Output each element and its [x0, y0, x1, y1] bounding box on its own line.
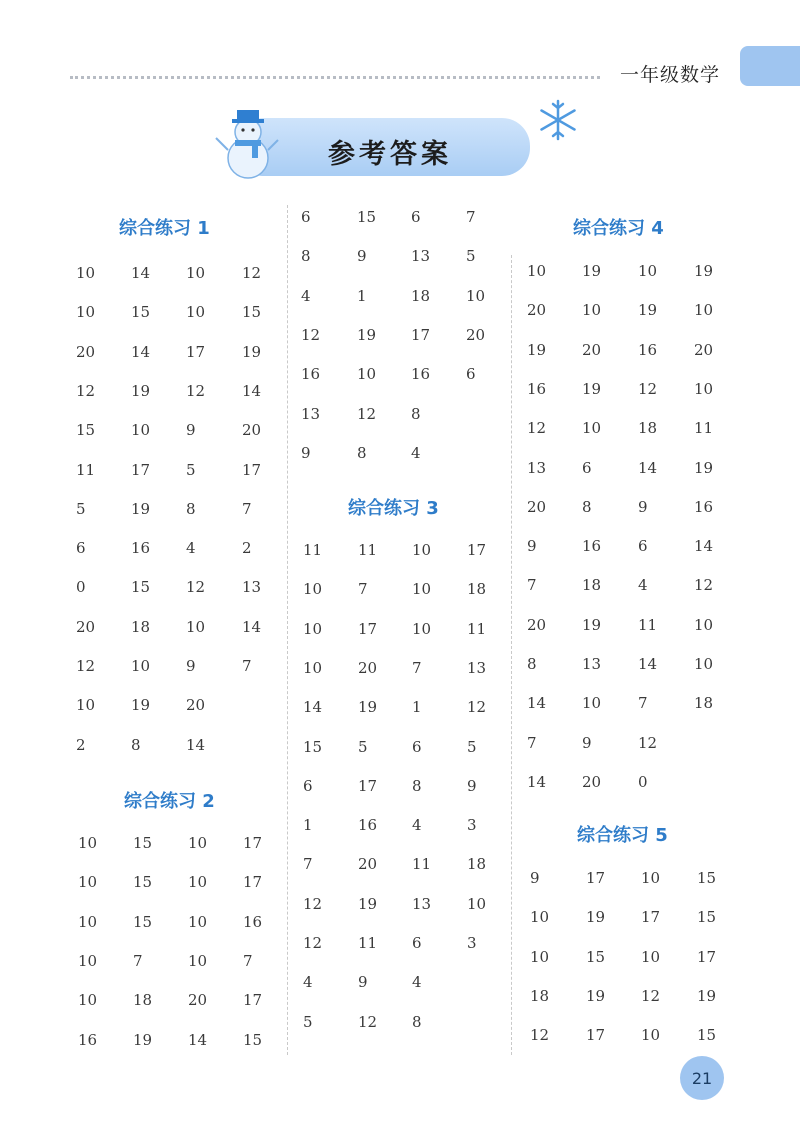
answer-number: 7 [243, 951, 253, 970]
answer-number: 6 [76, 539, 86, 558]
answer-number: 17 [641, 908, 661, 927]
answer-number: 14 [186, 735, 206, 754]
answer-number: 20 [76, 342, 96, 361]
answer-number: 7 [527, 576, 537, 595]
answer-number: 15 [133, 873, 153, 892]
answer-number: 17 [358, 776, 378, 795]
answer-number: 10 [186, 617, 206, 636]
column-divider-1 [287, 205, 288, 1055]
answer-number: 19 [694, 458, 714, 477]
answer-number: 12 [76, 381, 96, 400]
answer-number: 9 [301, 443, 311, 462]
answer-number: 12 [303, 894, 323, 913]
answer-number: 6 [412, 934, 422, 952]
answer-number: 7 [412, 658, 422, 677]
answer-number: 18 [694, 694, 714, 713]
answer-number: 8 [411, 404, 421, 423]
answer-number: 11 [412, 855, 432, 874]
answer-number: 10 [582, 694, 602, 713]
answer-number: 7 [303, 855, 313, 874]
answer-number: 15 [697, 1026, 717, 1045]
answer-number: 20 [358, 855, 378, 874]
answer-number: 12 [527, 419, 547, 438]
answer-number: 10 [78, 951, 98, 970]
answer-number: 5 [466, 247, 476, 266]
answer-number: 10 [694, 655, 714, 673]
answer-number: 14 [242, 617, 262, 636]
header-dotted-rule [70, 76, 600, 79]
answer-number: 14 [638, 655, 658, 673]
answer-number: 11 [303, 541, 323, 559]
answer-number: 15 [586, 947, 606, 966]
answer-number: 18 [411, 286, 431, 305]
answer-number: 12 [357, 404, 377, 423]
answer-number: 12 [641, 986, 661, 1005]
answer-number: 4 [412, 973, 422, 992]
answer-number: 15 [303, 737, 323, 756]
answer-number: 11 [694, 419, 714, 438]
answer-number: 19 [638, 301, 658, 320]
answer-number: 14 [694, 537, 714, 556]
answer-number: 19 [582, 615, 602, 634]
answer-number: 10 [76, 696, 96, 715]
answer-number: 4 [638, 576, 648, 595]
answer-number: 19 [586, 986, 606, 1005]
answer-number: 11 [638, 615, 658, 634]
answer-number: 20 [76, 617, 96, 636]
answer-number: 14 [131, 342, 151, 361]
answer-number: 10 [76, 264, 96, 282]
answer-number: 11 [76, 460, 96, 479]
answer-number: 10 [638, 262, 658, 280]
answer-number: 16 [582, 537, 602, 556]
answer-number: 12 [76, 657, 96, 675]
answer-number: 10 [641, 1026, 661, 1045]
answer-number: 7 [638, 694, 648, 713]
snowflake-icon [536, 98, 580, 142]
answer-number: 20 [186, 696, 206, 715]
answer-number: 9 [186, 421, 196, 440]
answer-number: 20 [527, 497, 547, 516]
answer-number: 2 [242, 539, 252, 558]
answer-number: 10 [303, 658, 323, 677]
answer-number: 16 [301, 365, 321, 384]
answer-number: 8 [186, 499, 196, 518]
answer-number: 6 [303, 776, 313, 795]
answer-number: 10 [466, 286, 486, 305]
answer-number: 20 [358, 658, 378, 677]
answer-number: 12 [242, 264, 262, 282]
answer-number: 11 [358, 934, 378, 952]
answer-number: 0 [76, 578, 86, 597]
answer-number: 5 [303, 1012, 313, 1031]
page-number: 21 [680, 1056, 724, 1100]
answer-number: 6 [411, 208, 421, 226]
answer-number: 4 [411, 443, 421, 462]
answer-number: 18 [467, 580, 487, 599]
answer-number: 13 [527, 458, 547, 477]
answer-number: 10 [582, 301, 602, 320]
answer-number: 20 [242, 421, 262, 440]
answer-number: 8 [301, 247, 311, 266]
answer-number: 7 [466, 208, 476, 226]
answer-number: 5 [358, 737, 368, 756]
snowman-icon [212, 100, 282, 180]
answer-number: 18 [638, 419, 658, 438]
answer-number: 9 [358, 973, 368, 992]
answer-number: 17 [467, 541, 487, 559]
answer-number: 15 [76, 421, 96, 440]
answer-number: 20 [694, 340, 714, 359]
answer-number: 1 [357, 286, 367, 305]
answer-number: 10 [188, 912, 208, 931]
answer-number: 13 [412, 894, 432, 913]
answer-number: 10 [582, 419, 602, 438]
answer-number: 10 [412, 580, 432, 599]
answer-number: 15 [133, 912, 153, 931]
answer-number: 16 [527, 379, 547, 398]
answer-number: 6 [466, 365, 476, 384]
answer-number: 4 [301, 286, 311, 305]
answer-number: 3 [467, 934, 477, 952]
answer-number: 14 [527, 772, 547, 791]
answer-number: 19 [527, 340, 547, 359]
answer-number: 10 [694, 615, 714, 634]
answer-number: 1 [412, 698, 422, 717]
answer-number: 17 [131, 460, 151, 479]
answer-number: 10 [412, 541, 432, 559]
answer-number: 7 [358, 580, 368, 599]
answer-number: 14 [131, 264, 151, 282]
answer-number: 10 [188, 873, 208, 892]
answer-number: 10 [467, 894, 487, 913]
answer-number: 18 [131, 617, 151, 636]
answer-number: 16 [694, 497, 714, 516]
answer-number: 10 [694, 379, 714, 398]
answer-number: 19 [582, 262, 602, 280]
answer-number: 20 [527, 615, 547, 634]
answer-number: 15 [243, 1030, 263, 1049]
answer-number: 16 [638, 340, 658, 359]
answer-number: 17 [243, 991, 263, 1010]
header-tab [740, 46, 800, 86]
answer-number: 10 [78, 912, 98, 931]
answer-number: 19 [133, 1030, 153, 1049]
answer-number: 13 [582, 655, 602, 673]
book-label: 一年级数学 [620, 64, 721, 86]
answer-number: 19 [697, 986, 717, 1005]
answer-number: 10 [641, 869, 661, 887]
section-title: 综合练习 3 [348, 498, 439, 519]
answer-number: 9 [357, 247, 367, 266]
answer-number: 12 [358, 1012, 378, 1031]
answer-number: 16 [411, 365, 431, 384]
answer-number: 12 [638, 379, 658, 398]
answer-number: 15 [357, 208, 377, 226]
section-title: 综合练习 1 [119, 218, 210, 239]
answer-number: 16 [131, 539, 151, 558]
answer-number: 14 [242, 381, 262, 400]
answer-number: 17 [186, 342, 206, 361]
answer-number: 19 [242, 342, 262, 361]
answer-number: 12 [467, 698, 487, 717]
answer-number: 5 [467, 737, 477, 756]
answer-number: 12 [186, 578, 206, 597]
answer-number: 20 [582, 772, 602, 791]
answer-number: 1 [303, 816, 313, 835]
answer-number: 13 [301, 404, 321, 423]
answer-number: 12 [303, 934, 323, 952]
answer-number: 9 [467, 776, 477, 795]
answer-number: 15 [133, 834, 153, 852]
answer-number: 8 [412, 1012, 422, 1031]
answer-number: 17 [586, 1026, 606, 1045]
answer-number: 10 [694, 301, 714, 320]
answer-number: 14 [527, 694, 547, 713]
answer-number: 17 [358, 619, 378, 638]
answer-number: 10 [186, 264, 206, 282]
answer-number: 19 [131, 499, 151, 518]
answer-number: 20 [527, 301, 547, 320]
answer-number: 10 [76, 303, 96, 322]
answer-number: 10 [303, 580, 323, 599]
answer-number: 9 [527, 537, 537, 556]
answer-number: 10 [131, 421, 151, 440]
answer-number: 11 [358, 541, 378, 559]
answer-number: 15 [697, 869, 717, 887]
answer-number: 6 [582, 458, 592, 477]
answer-number: 16 [243, 912, 263, 931]
answer-number: 8 [582, 497, 592, 516]
answer-number: 17 [586, 869, 606, 887]
answer-number: 12 [301, 325, 321, 344]
answer-number: 0 [638, 772, 648, 791]
answer-number: 5 [76, 499, 86, 518]
answer-number: 4 [186, 539, 196, 558]
answer-number: 10 [78, 834, 98, 852]
answer-number: 15 [697, 908, 717, 927]
answer-number: 13 [411, 247, 431, 266]
answer-number: 2 [76, 735, 86, 754]
answer-number: 7 [527, 733, 537, 752]
answer-number: 7 [242, 499, 252, 518]
answer-number: 10 [186, 303, 206, 322]
answer-number: 20 [188, 991, 208, 1010]
answer-number: 6 [412, 737, 422, 756]
answer-number: 19 [694, 262, 714, 280]
answer-number: 10 [530, 947, 550, 966]
answer-number: 5 [186, 460, 196, 479]
answer-number: 18 [133, 991, 153, 1010]
answer-number: 10 [412, 619, 432, 638]
answer-number: 8 [412, 776, 422, 795]
answer-number: 19 [358, 698, 378, 717]
answer-number: 10 [527, 262, 547, 280]
section-title: 综合练习 5 [577, 825, 668, 846]
answer-number: 19 [131, 381, 151, 400]
answer-number: 18 [530, 986, 550, 1005]
answer-number: 10 [78, 991, 98, 1010]
answer-number: 14 [303, 698, 323, 717]
answer-number: 15 [131, 303, 151, 322]
answer-number: 12 [186, 381, 206, 400]
answer-number: 13 [242, 578, 262, 597]
answer-number: 10 [131, 657, 151, 675]
answer-number: 9 [582, 733, 592, 752]
answer-number: 7 [242, 657, 252, 675]
answer-number: 10 [78, 873, 98, 892]
answer-number: 10 [357, 365, 377, 384]
answer-number: 4 [303, 973, 313, 992]
answer-number: 17 [243, 873, 263, 892]
answer-number: 6 [301, 208, 311, 226]
answer-number: 8 [131, 735, 141, 754]
answer-number: 6 [638, 537, 648, 556]
answer-number: 10 [188, 834, 208, 852]
answer-number: 19 [586, 908, 606, 927]
section-title: 综合练习 4 [573, 218, 664, 239]
column-divider-2 [511, 255, 512, 1055]
answer-number: 17 [242, 460, 262, 479]
answer-number: 17 [697, 947, 717, 966]
answer-number: 19 [358, 894, 378, 913]
answer-number: 17 [243, 834, 263, 852]
answer-number: 9 [186, 657, 196, 675]
answer-number: 4 [412, 816, 422, 835]
answer-number: 19 [131, 696, 151, 715]
answer-number: 12 [530, 1026, 550, 1045]
answer-number: 18 [467, 855, 487, 874]
page-title: 参考答案 [328, 139, 452, 170]
answer-number: 16 [358, 816, 378, 835]
answer-number: 11 [467, 619, 487, 638]
answer-number: 8 [527, 655, 537, 673]
answer-number: 15 [242, 303, 262, 322]
answer-number: 10 [188, 951, 208, 970]
answer-number: 19 [357, 325, 377, 344]
answer-number: 16 [78, 1030, 98, 1049]
answer-number: 12 [694, 576, 714, 595]
answer-number: 19 [582, 379, 602, 398]
answer-number: 8 [357, 443, 367, 462]
answer-number: 20 [466, 325, 486, 344]
answer-number: 10 [530, 908, 550, 927]
answer-number: 10 [303, 619, 323, 638]
section-title: 综合练习 2 [124, 791, 215, 812]
answer-number: 10 [641, 947, 661, 966]
answer-number: 14 [188, 1030, 208, 1049]
answer-number: 15 [131, 578, 151, 597]
answer-number: 12 [638, 733, 658, 752]
answer-number: 17 [411, 325, 431, 344]
answer-number: 9 [530, 869, 540, 887]
answer-number: 20 [582, 340, 602, 359]
answer-number: 14 [638, 458, 658, 477]
answer-number: 18 [582, 576, 602, 595]
answer-number: 3 [467, 816, 477, 835]
answer-number: 7 [133, 951, 143, 970]
answer-number: 13 [467, 658, 487, 677]
answer-number: 9 [638, 497, 648, 516]
